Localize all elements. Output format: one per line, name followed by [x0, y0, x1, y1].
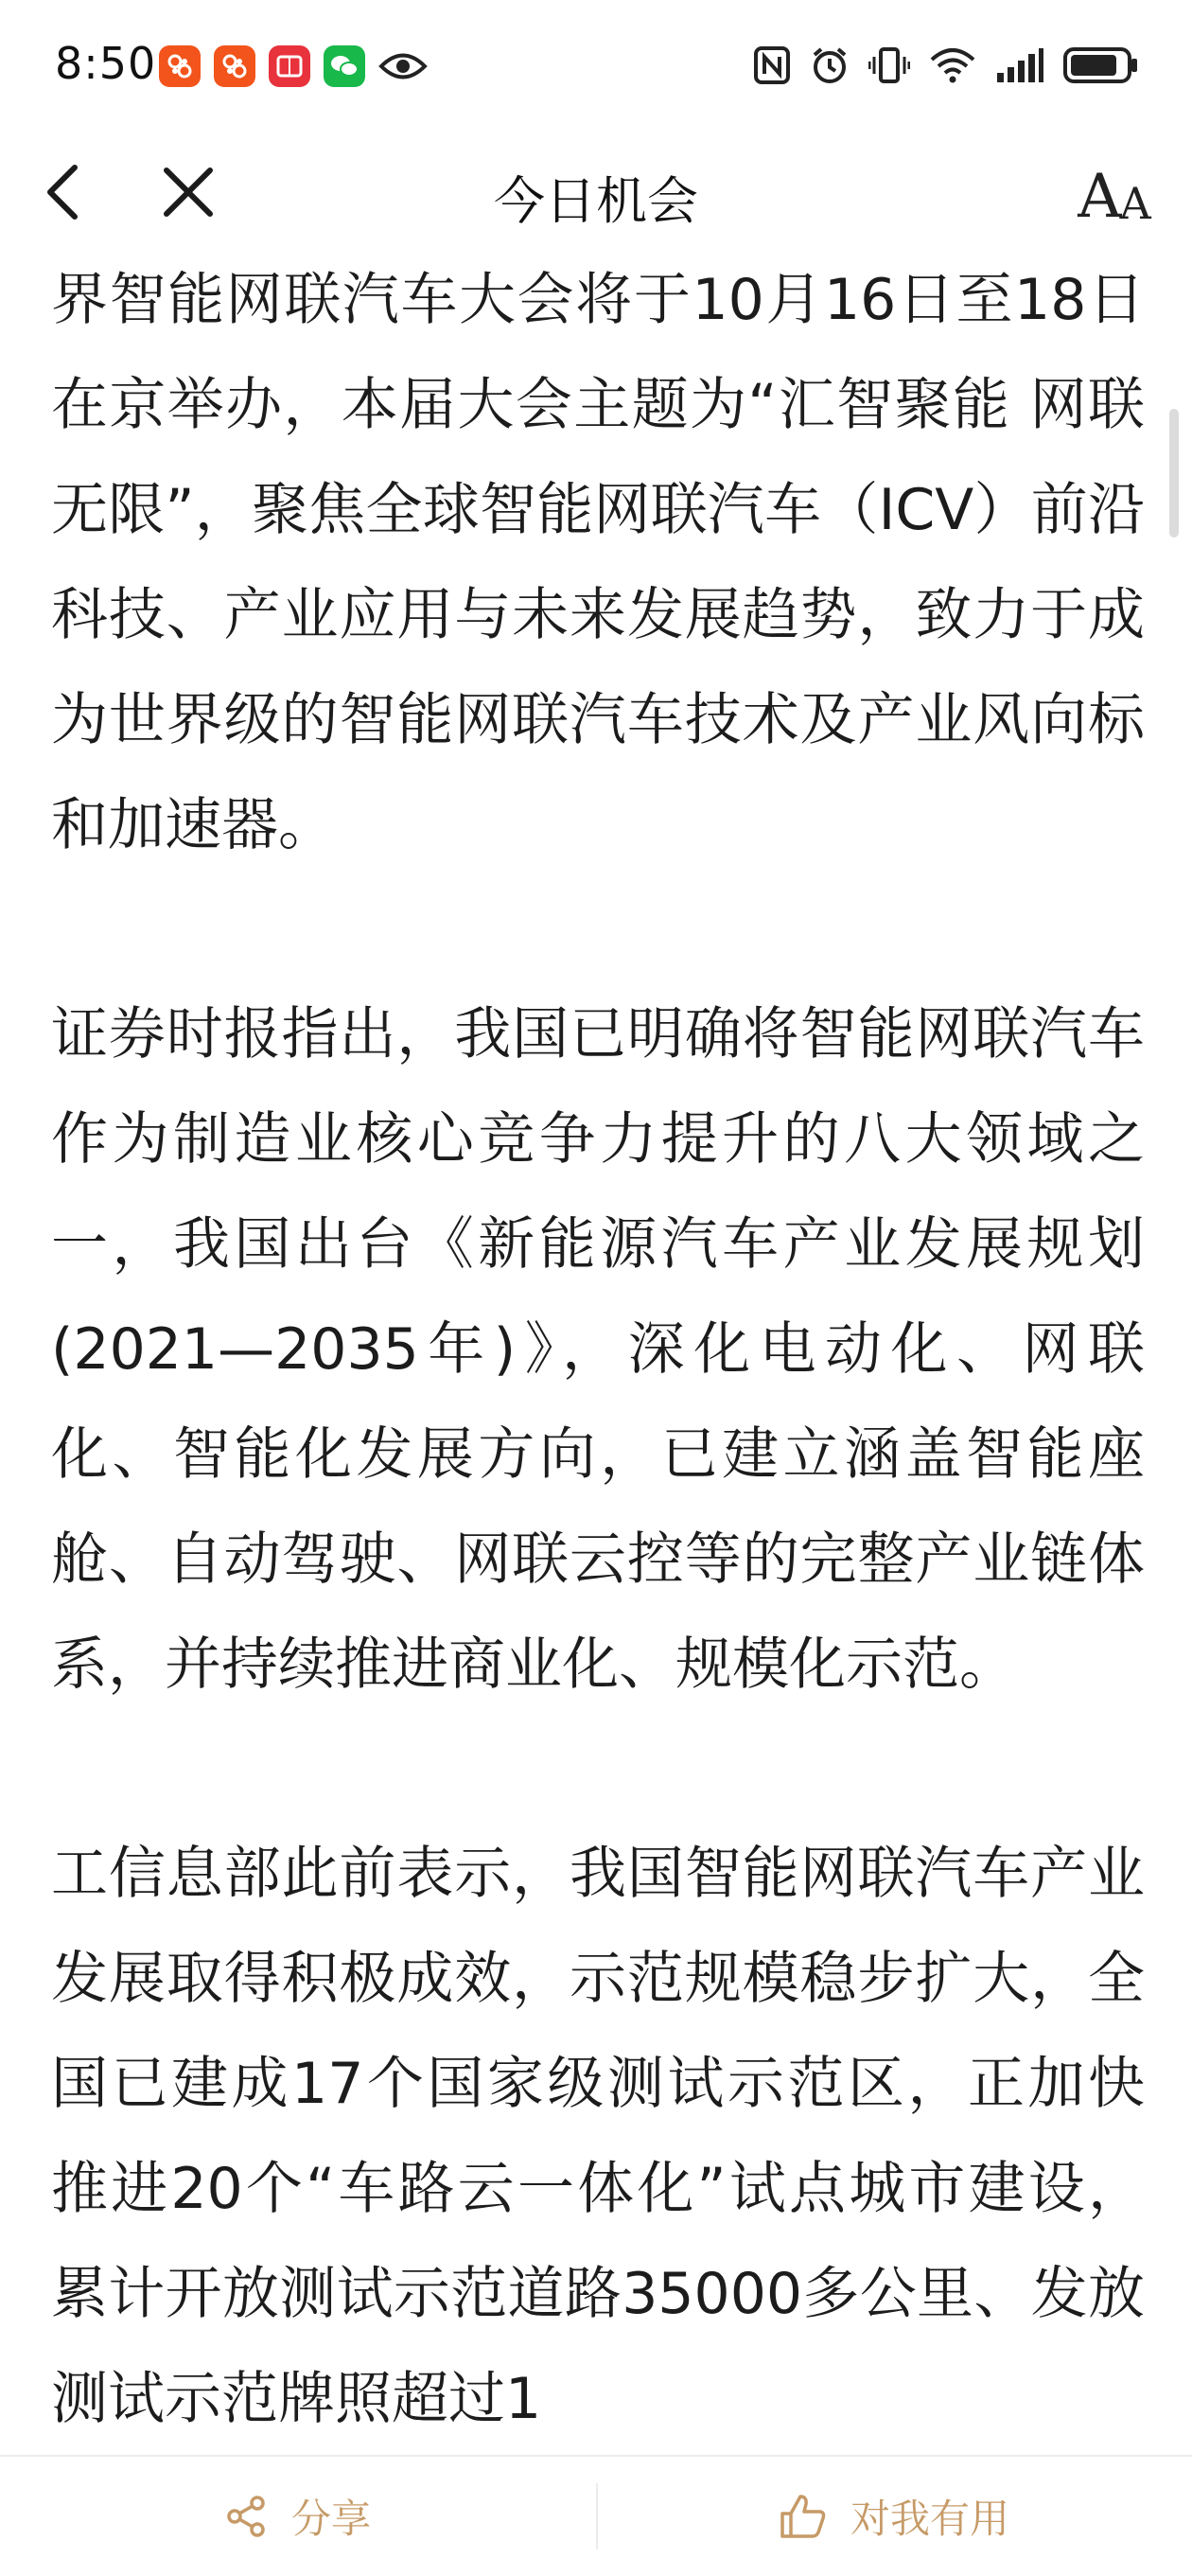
font-size-icon-small: A — [1119, 178, 1151, 229]
useful-label: 对我有用 — [850, 2496, 1009, 2542]
signal-icon — [995, 46, 1044, 84]
share-button[interactable] — [0, 2457, 596, 2576]
wechat-icon — [324, 45, 365, 87]
back-button[interactable] — [28, 159, 95, 225]
eye-icon — [378, 50, 428, 82]
article-body — [51, 265, 1145, 2451]
status-bar — [0, 0, 1192, 132]
article-paragraph: 界智能网联汽车大会将于10月16日至18日在京举办，本届大会主题为“汇智聚能 网联无限”，聚焦全球智能网联汽车（ICV）前沿科技、产业应用与未来发展趋势，致力于成为世界级的智能网联汽车技术及产业风向标和加速器。 — [51, 267, 1145, 858]
shop-app-icon — [159, 45, 201, 87]
article-paragraph: 证券时报指出，我国已明确将智能网联汽车作为制造业核心竞争力提升的八大领域之一，我国出台《新能源汽车产业发展规划(2021—2035年)》，深化电动化、网联化、智能化发展方向，已建立涵盖智能座舱、自动驾驶、网联云控等的完整产业链体系，并持续推进商业化、规模化示范。 — [51, 1001, 1145, 1698]
wifi-icon — [929, 46, 976, 84]
vibrate-icon — [868, 45, 910, 85]
scrollbar[interactable] — [1169, 409, 1179, 538]
font-size-icon-large: A — [1078, 162, 1122, 232]
page-title: 今日机会 — [494, 171, 698, 231]
font-size-button[interactable] — [1075, 161, 1154, 232]
divider — [596, 2483, 598, 2550]
navigation-bar — [0, 132, 1192, 250]
share-icon — [225, 2495, 269, 2538]
nfc-icon — [753, 45, 791, 85]
article-paragraph: 工信息部此前表示，我国智能网联汽车产业发展取得积极成效，示范规模稳步扩大，全国已建成17个国家级测试示范区，正加快推进20个“车路云一体化”试点城市建设，累计开放测试示范道路35000多公里、发放测试示范牌照超过1 — [51, 1841, 1145, 2432]
shop-app-icon — [214, 45, 255, 87]
close-button[interactable] — [155, 159, 221, 225]
thumbs-up-icon — [779, 2493, 828, 2540]
useful-button[interactable] — [596, 2457, 1192, 2576]
bottom-action-bar — [0, 2455, 1192, 2576]
battery-icon — [1063, 46, 1139, 84]
share-label: 分享 — [290, 2496, 371, 2542]
notification-icons — [159, 45, 428, 87]
close-icon — [163, 167, 214, 218]
alarm-icon — [810, 45, 850, 85]
status-time: 8:50 — [55, 38, 157, 89]
system-icons — [753, 45, 1139, 85]
red-book-app-icon — [269, 45, 310, 87]
chevron-left-icon — [43, 164, 80, 221]
